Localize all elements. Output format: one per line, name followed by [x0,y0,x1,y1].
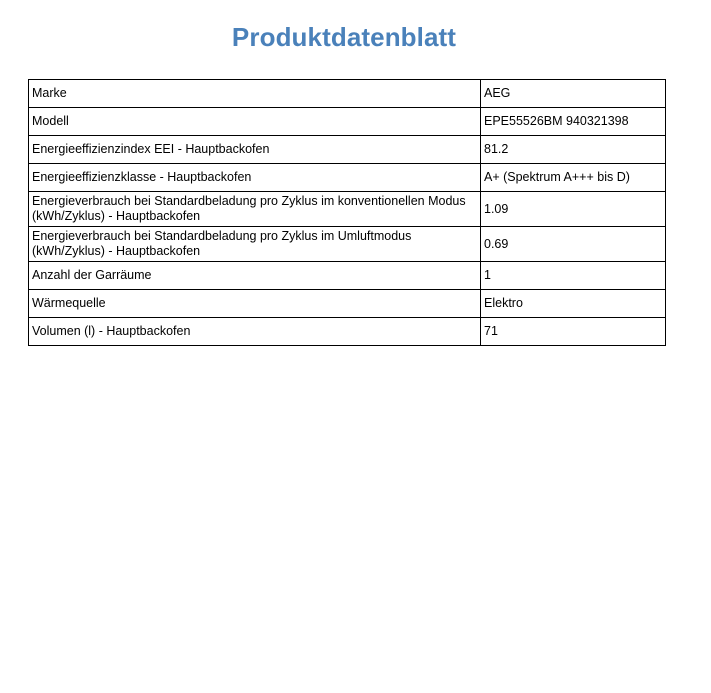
row-label: Modell [29,108,481,136]
table-row [29,80,666,108]
table-row [29,108,666,136]
row-value: 1 [481,262,666,290]
table-row [29,192,666,227]
row-value: Elektro [481,290,666,318]
row-value: A+ (Spektrum A+++ bis D) [481,164,666,192]
page-title: Produktdatenblatt [231,22,457,52]
row-value: 0.69 [481,227,666,262]
row-value: 1.09 [481,192,666,227]
table-row [29,290,666,318]
table-row [29,318,666,346]
table-row [29,136,666,164]
row-label: Volumen (l) - Hauptbackofen [29,318,481,346]
table-row [29,164,666,192]
table-row [29,262,666,290]
row-label: Energieverbrauch bei Standardbeladung pro Zyklus im Umluftmodus (kWh/Zyklus) - Hauptbackofen [29,227,481,262]
row-value: 71 [481,318,666,346]
row-value: AEG [481,80,666,108]
row-label: Marke [29,80,481,108]
table-row [29,227,666,262]
row-label: Energieeffizienzklasse - Hauptbackofen [29,164,481,192]
product-data-table [28,79,666,346]
row-label: Anzahl der Garräume [29,262,481,290]
row-value: EPE55526BM 940321398 [481,108,666,136]
row-label: Energieeffizienzindex EEI - Hauptbackofen [29,136,481,164]
row-label: Energieverbrauch bei Standardbeladung pro Zyklus im konventionellen Modus (kWh/Zyklus) - Hauptbackofen [29,192,481,227]
row-label: Wärmequelle [29,290,481,318]
row-value: 81.2 [481,136,666,164]
